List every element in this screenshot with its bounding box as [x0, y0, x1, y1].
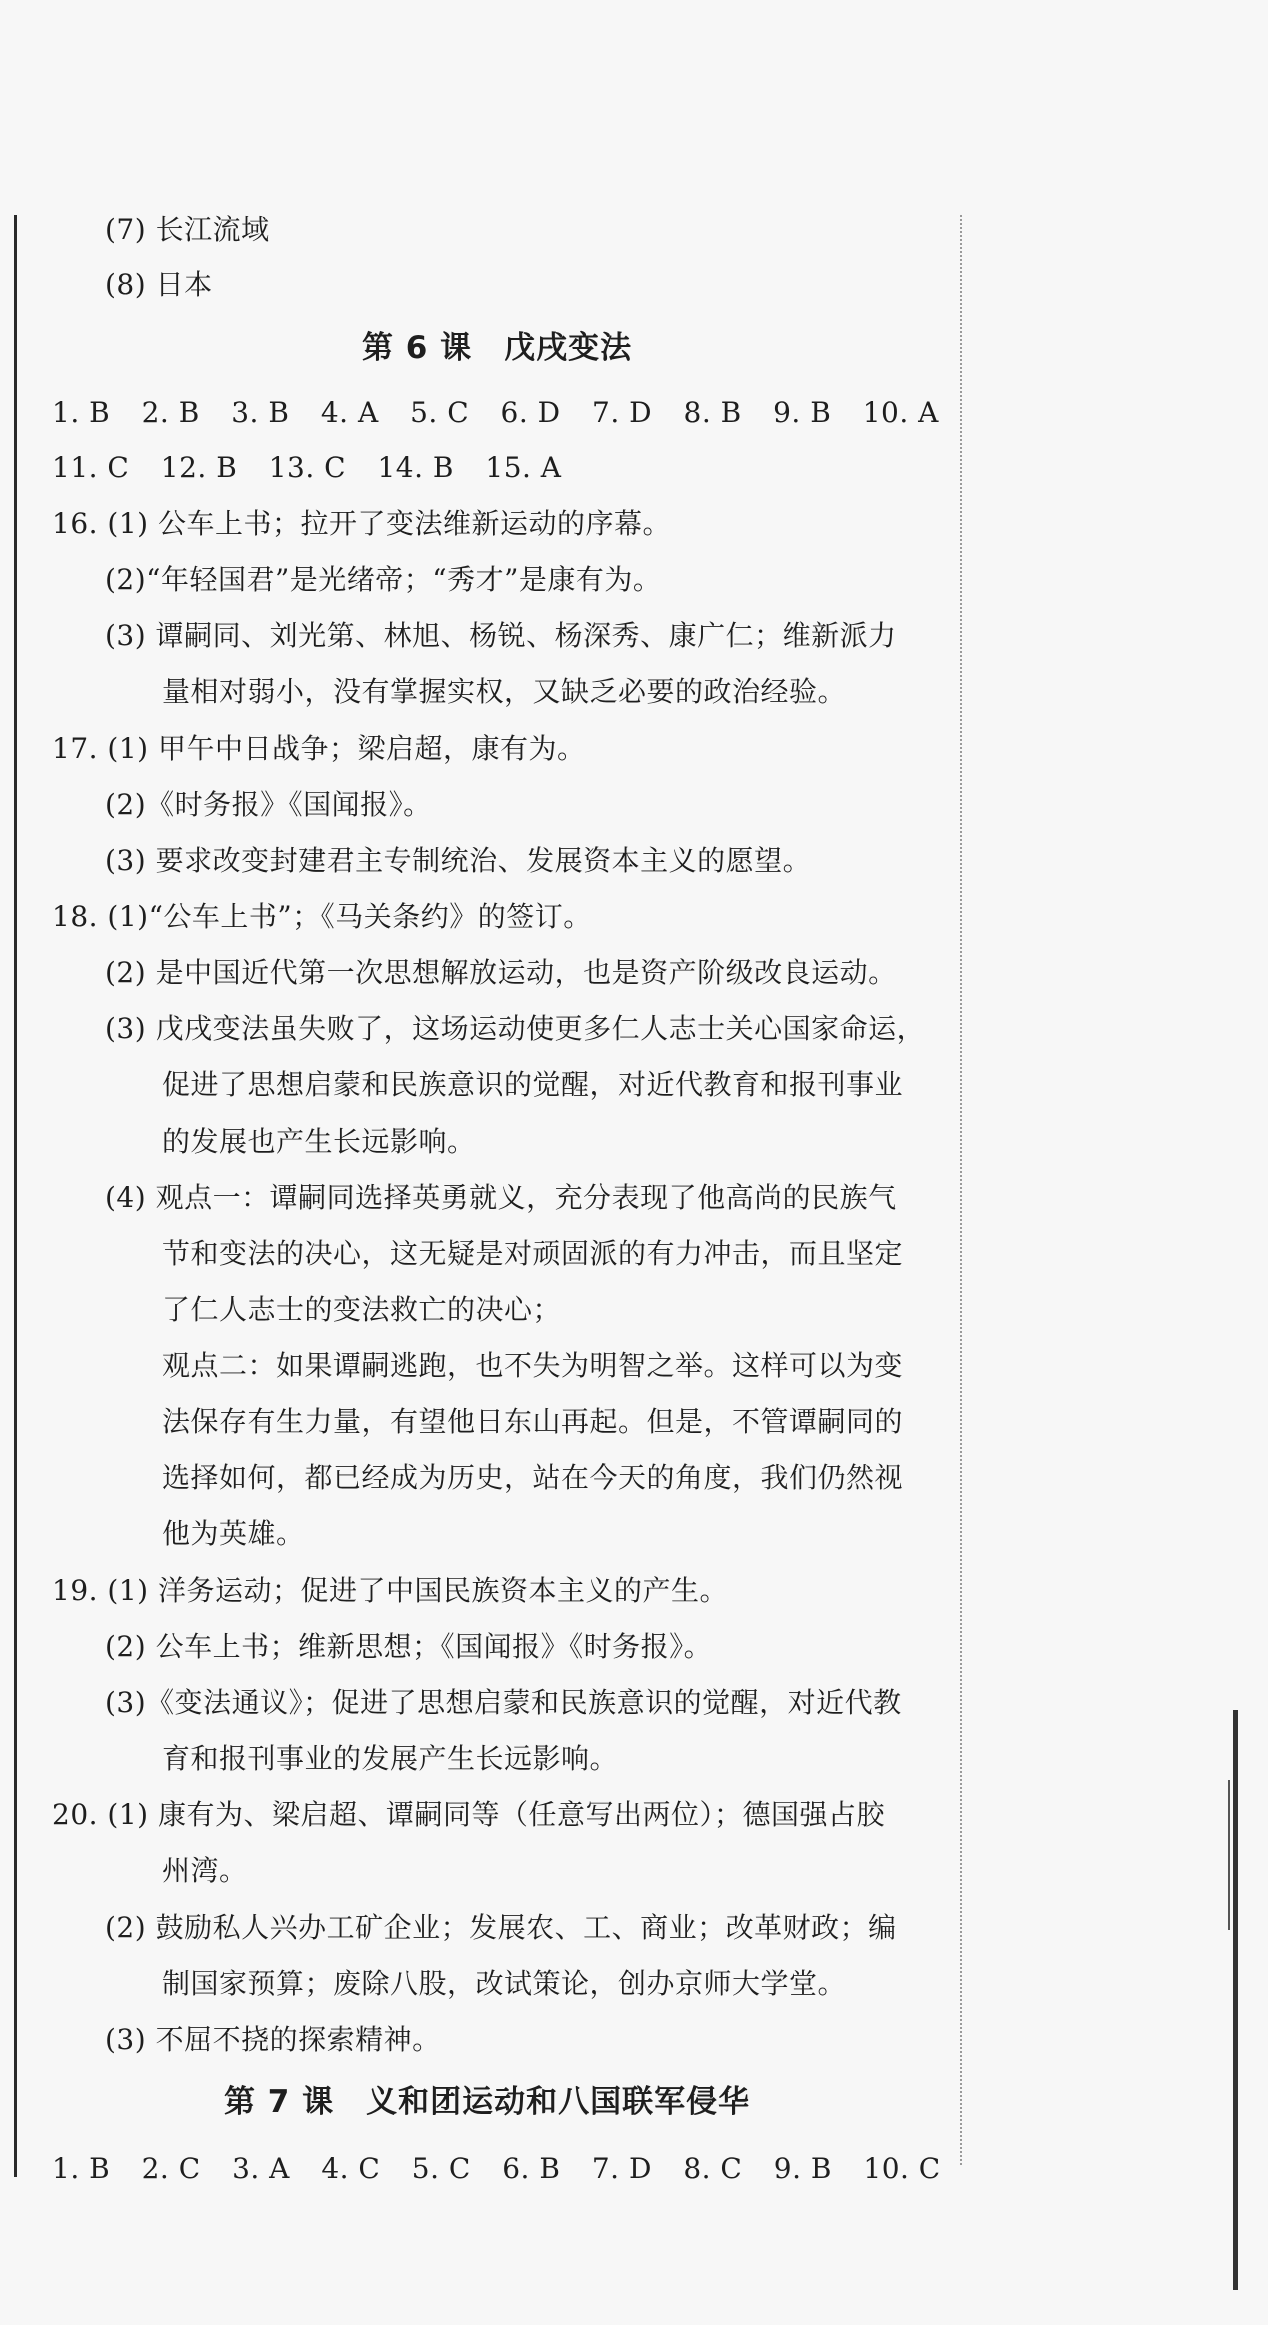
lesson6-mc-row2 — [52, 448, 584, 488]
q18-line6: (4) 观点一：谭嗣同选择英勇就义，充分表现了他高尚的民族气 — [105, 1181, 897, 1214]
mc-answer: 3. B — [231, 396, 290, 429]
mc-answer: 9. B — [773, 2152, 832, 2185]
top-item-7: (7) 长江流域 — [105, 213, 270, 246]
q18-line1: 18. (1)“公车上书”；《马关条约》的签订。 — [52, 900, 592, 933]
q20-line2: 州湾。 — [162, 1854, 248, 1887]
q20-line5: (3) 不屈不挠的探索精神。 — [105, 2023, 441, 2056]
mc-answer: 7. D — [591, 2152, 652, 2185]
mc-answer: 8. C — [683, 2152, 743, 2185]
lesson6-title: 第 6 课 戊戌变法 — [362, 330, 633, 366]
q16-line1: 16. (1) 公车上书；拉开了变法维新运动的序幕。 — [52, 507, 671, 540]
mc-answer: 1. B — [52, 2152, 111, 2185]
mc-answer: 7. D — [592, 396, 653, 429]
q20-line3: (2) 鼓励私人兴办工矿企业；发展农、工、商业；改革财政；编 — [105, 1911, 897, 1944]
mc-answer: 5. C — [411, 2152, 471, 2185]
q18-line5: 的发展也产生长远影响。 — [162, 1125, 476, 1158]
mc-answer: 8. B — [683, 396, 742, 429]
q20-line4: 制国家预算；废除八股，改试策论，创办京师大学堂。 — [162, 1967, 847, 2000]
dotted-column-divider — [960, 215, 962, 2165]
q18-line9: 观点二：如果谭嗣逃跑，也不失为明智之举。这样可以为变 — [162, 1349, 904, 1382]
q18-line3: (3) 戊戌变法虽失败了，这场运动使更多仁人志士关心国家命运， — [105, 1012, 926, 1045]
mc-answer: 5. C — [410, 396, 470, 429]
q18-line2: (2) 是中国近代第一次思想解放运动，也是资产阶级改良运动。 — [105, 956, 897, 989]
mc-answer: 6. B — [502, 2152, 561, 2185]
q18-line10: 法保存有生力量，有望他日东山再起。但是，不管谭嗣同的 — [162, 1405, 904, 1438]
q17-line3: (3) 要求改变封建君主专制统治、发展资本主义的愿望。 — [105, 844, 812, 877]
mc-answer: 15. A — [485, 451, 562, 484]
q18-line12: 他为英雄。 — [162, 1517, 305, 1550]
q18-line7: 节和变法的决心，这无疑是对顽固派的有力冲击，而且坚定 — [162, 1237, 904, 1270]
q16-line2: (2)“年轻国君”是光绪帝；“秀才”是康有为。 — [105, 563, 662, 596]
lesson6-mc-row1 — [52, 393, 961, 433]
mc-answer: 9. B — [773, 396, 832, 429]
q18-line11: 选择如何，都已经成为历史，站在今天的角度，我们仍然视 — [162, 1461, 904, 1494]
mc-answer: 4. C — [321, 2152, 381, 2185]
q17-line1: 17. (1) 甲午中日战争；梁启超，康有为。 — [52, 732, 586, 765]
lesson7-title: 第 7 课 义和团运动和八国联军侵华 — [224, 2084, 751, 2120]
q16-line3: (3) 谭嗣同、刘光第、林旭、杨锐、杨深秀、康广仁；维新派力 — [105, 619, 897, 652]
left-margin-rule — [14, 215, 17, 2177]
q18-line8: 了仁人志士的变法救亡的决心； — [162, 1293, 562, 1326]
mc-answer: 12. B — [160, 451, 238, 484]
right-edge-mark-thin — [1228, 1780, 1230, 1930]
q16-line4: 量相对弱小，没有掌握实权，又缺乏必要的政治经验。 — [162, 675, 847, 708]
q19-line3: (3)《变法通议》；促进了思想启蒙和民族意识的觉醒，对近代教 — [105, 1686, 902, 1719]
mc-answer: 2. C — [141, 2152, 201, 2185]
top-item-8: (8) 日本 — [105, 268, 213, 301]
mc-answer: 1. B — [52, 396, 111, 429]
mc-answer: 6. D — [500, 396, 561, 429]
lesson7-mc-row1 — [52, 2149, 963, 2189]
mc-answer: 4. A — [320, 396, 379, 429]
mc-answer: 13. C — [268, 451, 347, 484]
q19-line1: 19. (1) 洋务运动；促进了中国民族资本主义的产生。 — [52, 1574, 728, 1607]
q19-line2: (2) 公车上书；维新思想；《国闻报》《时务报》。 — [105, 1630, 713, 1663]
right-edge-mark — [1233, 1710, 1238, 2290]
mc-answer: 3. A — [232, 2152, 290, 2185]
q17-line2: (2)《时务报》《国闻报》。 — [105, 788, 432, 821]
mc-answer: 14. B — [377, 451, 454, 484]
mc-answer: 2. B — [141, 396, 200, 429]
mc-answer: 11. C — [52, 451, 130, 484]
mc-answer: 10. A — [862, 396, 939, 429]
mc-answer: 10. C — [863, 2152, 941, 2185]
q19-line4: 育和报刊事业的发展产生长远影响。 — [162, 1742, 619, 1775]
q18-line4: 促进了思想启蒙和民族意识的觉醒，对近代教育和报刊事业 — [162, 1068, 904, 1101]
q20-line1: 20. (1) 康有为、梁启超、谭嗣同等（任意写出两位）；德国强占胶 — [52, 1798, 885, 1831]
